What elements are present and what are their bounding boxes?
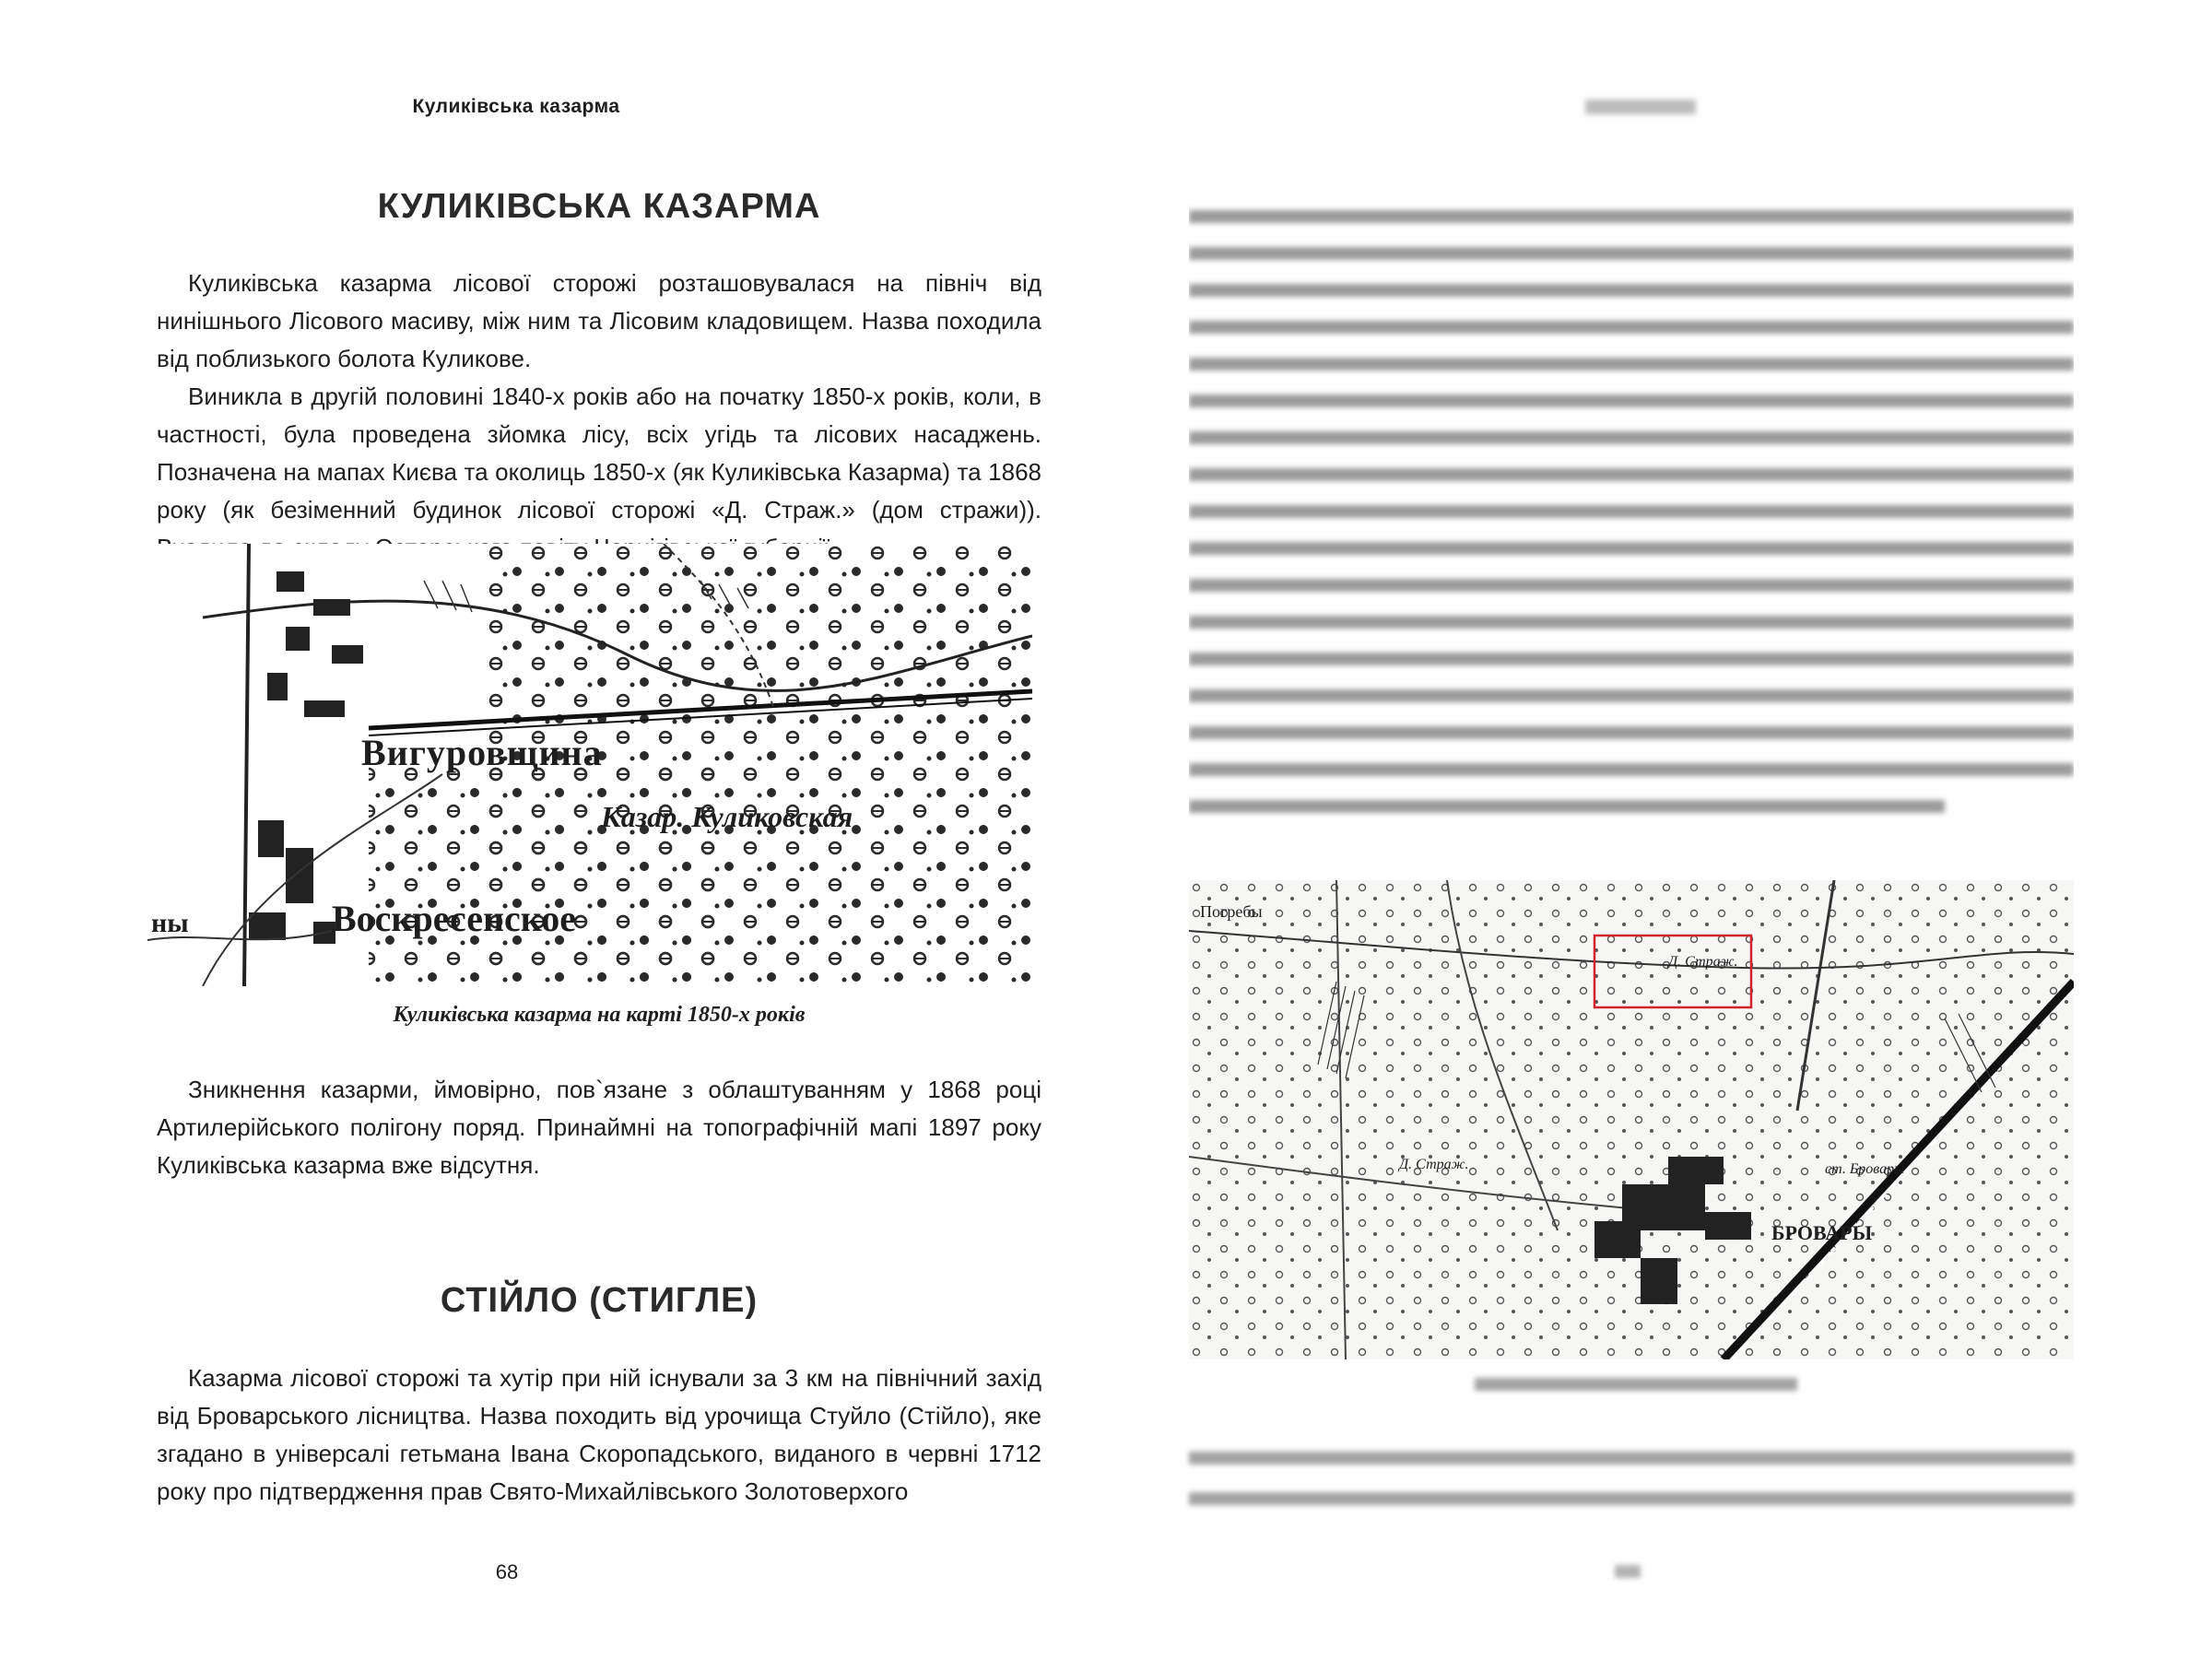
section-body xyxy=(157,1359,1041,1511)
running-header-blurred xyxy=(1585,100,1696,114)
historic-map-1868 xyxy=(1189,880,2074,1359)
page-number: 68 xyxy=(495,1560,519,1583)
paragraph: Виникла в другій половині 1840-х років або на початку 1850-х років, коли, в частності, була проведена зйомка лісу, всіх угідь та лісових насаджень. Позначена на мапах Києва та околиць 1850-х (як Куликівська Казарма) та 1868 року (як безіменний будинок лісової сторожі «Д. Страж.» (дом стражи)). xyxy=(157,382,1041,524)
paragraph-after-map xyxy=(157,1071,1041,1184)
map-label-d-strazh-boxed: Д. Страж. xyxy=(1668,954,1738,970)
map-label-brovary: БРОВАРЫ xyxy=(1771,1221,1873,1244)
right-page xyxy=(1106,0,2212,1659)
map-drawing-1868 xyxy=(1189,880,2074,1359)
blurred-text-block xyxy=(1189,205,2074,854)
map-label-d-strazh-lower: Д. Страж. xyxy=(1399,1157,1469,1172)
map-label-pogreby: Погребы xyxy=(1200,902,1263,921)
section-body xyxy=(157,265,1041,567)
right-blurred-lines xyxy=(1189,1452,2074,1516)
blurred-lines xyxy=(1189,205,2074,850)
historic-map-1850s xyxy=(147,544,1032,986)
map-label-ny: ны xyxy=(151,908,189,938)
running-header: Куликівська казарма xyxy=(412,96,620,117)
section-title: КУЛИКІВСЬКА КАЗАРМА xyxy=(377,187,821,226)
section-title: СТІЙЛО (СТИГЛЕ) xyxy=(440,1281,759,1320)
paragraph: Зникнення казарми, ймовірно, пов`язане з облаштуванням у 1868 році Артилерійського полігону поряд. Принаймні на топографічній мапі 1897 року Куликівська казарма вже відсутня. xyxy=(157,1076,1041,1179)
right-blurred-caption xyxy=(1475,1378,1797,1391)
paragraph: Куликівська казарма лісової сторожі розташовувалася на північ від нинішнього Лісового масиву, між ним та Лісовим кладовищем. Назва походила від поблизького болота Куликове. xyxy=(157,269,1041,372)
map-label-voskresenskoe: Воскресенское xyxy=(332,898,577,939)
right-page-number-blurred xyxy=(1615,1565,1641,1578)
map-label-vygurovshchyna: Вигуровщина xyxy=(361,732,603,773)
paragraph: Казарма лісової сторожі та хутір при ній існували за 3 км на північний захід від Броварського лісництва. Назва походить від урочища Стуйло (Стійло), яке згадано в універсалі гетьмана Івана Скоропадського, виданого в червні 1712 року про підтвердження прав Свято-Михайлівського Золотоверхого xyxy=(157,1364,1041,1505)
map-caption: Куликівська казарма на карті 1850-х років xyxy=(393,1003,806,1027)
map-label-st-brovary: ст. Бровары xyxy=(1825,1161,1904,1177)
map-label-kazarma: Казар. Куликовская xyxy=(601,800,853,833)
